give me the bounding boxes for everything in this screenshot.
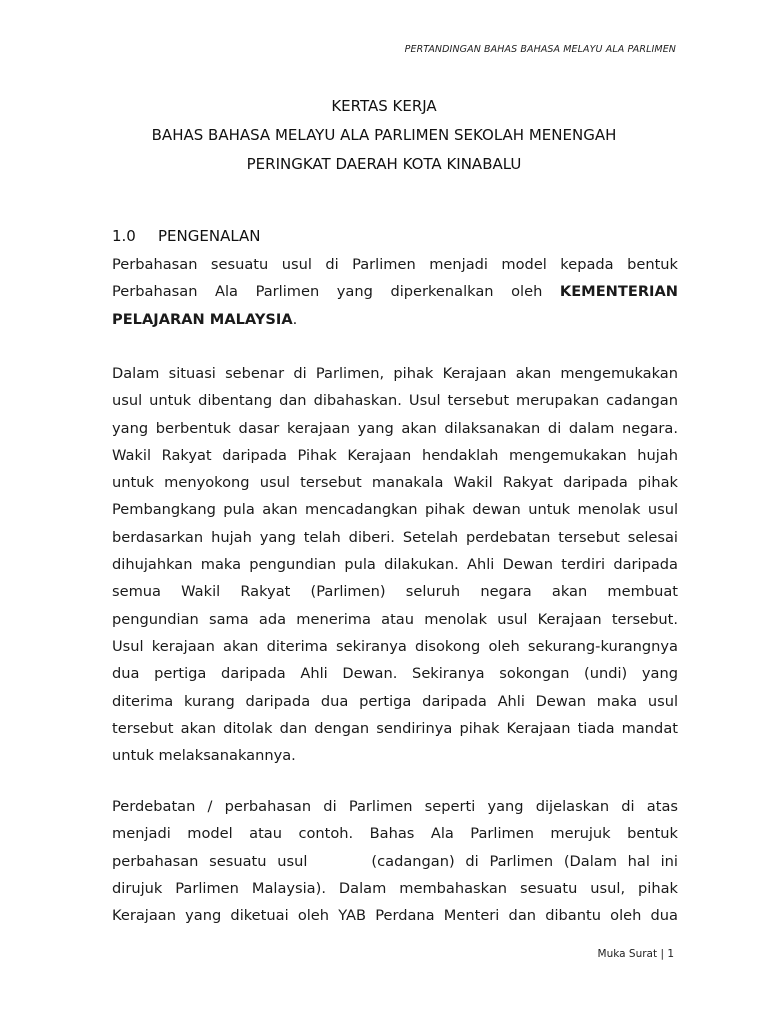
- paragraph-line: dua pertiga daripada Ahli Dewan. Sekiranya sokongan (undi) yang: [112, 665, 678, 683]
- document-title: [0, 92, 768, 179]
- text-run: Perbahasan Ala Parlimen yang diperkenalkan oleh: [112, 283, 560, 301]
- paragraph-line: [112, 278, 678, 305]
- paragraph-line: [112, 848, 678, 875]
- paragraph-line: berdasarkan hujah yang telah diberi. Setelah perdebatan tersebut selesai: [112, 528, 678, 546]
- running-header: PERTANDINGAN BAHAS BAHASA MELAYU ALA PARLIMEN: [404, 44, 676, 55]
- paragraph-line: dihujahkan maka pengundian pula dilakukan. Ahli Dewan terdiri daripada: [112, 556, 678, 574]
- paragraph-line: Pembangkang pula akan mencadangkan pihak dewan untuk menolak usul: [112, 501, 678, 519]
- paragraph-line: untuk menyokong usul tersebut manakala Wakil Rakyat daripada pihak: [112, 474, 678, 492]
- paragraph-line: diterima kurang daripada dua pertiga daripada Ahli Dewan maka usul: [112, 692, 678, 710]
- paragraph-line: menjadi model atau contoh. Bahas Ala Parlimen merujuk bentuk: [112, 825, 678, 843]
- section-number: 1.0: [112, 227, 136, 245]
- bold-text: PELAJARAN MALAYSIA: [112, 310, 293, 328]
- paragraph-line: yang berbentuk dasar kerajaan yang akan dilaksanakan di dalam negara.: [112, 419, 678, 437]
- page-number: Muka Surat | 1: [597, 948, 674, 960]
- paragraph-line: Wakil Rakyat daripada Pihak Kerajaan hendaklah mengemukakan hujah: [112, 446, 678, 464]
- paragraph-line: [112, 306, 678, 333]
- title-line-1: KERTAS KERJA: [331, 97, 437, 115]
- paragraph-2: [112, 360, 678, 769]
- paragraph-line: semua Wakil Rakyat (Parlimen) seluruh negara akan membuat: [112, 583, 678, 601]
- text-run: (cadangan) di Parlimen (Dalam hal ini: [371, 852, 678, 870]
- section-heading: [112, 227, 261, 245]
- paragraph-line: Perdebatan / perbahasan di Parlimen seperti yang dijelaskan di atas: [112, 798, 678, 815]
- text-run: .: [292, 310, 298, 328]
- title-line-3: PERINGKAT DAERAH KOTA KINABALU: [246, 155, 522, 173]
- paragraph-line: Dalam situasi sebenar di Parlimen, pihak Kerajaan akan mengemukakan: [112, 365, 678, 382]
- paragraph-line: Usul kerajaan akan diterima sekiranya disokong oleh sekurang-kurangnya: [112, 637, 678, 655]
- section-title: PENGENALAN: [158, 227, 261, 245]
- text-run: perbahasan sesuatu usul: [112, 852, 308, 870]
- paragraph-line: untuk melaksanakannya.: [112, 747, 296, 765]
- title-line-2: BAHAS BAHASA MELAYU ALA PARLIMEN SEKOLAH MENENGAH: [151, 126, 617, 144]
- paragraph-line: Perbahasan sesuatu usul di Parlimen menjadi model kepada bentuk: [112, 256, 678, 273]
- bold-text: KEMENTERIAN: [559, 283, 678, 301]
- paragraph-1: [112, 251, 678, 333]
- paragraph-line: pengundian sama ada menerima atau menolak usul Kerajaan tersebut.: [112, 610, 678, 628]
- paragraph-line: dirujuk Parlimen Malaysia). Dalam membahaskan sesuatu usul, pihak: [112, 879, 678, 897]
- paragraph-line: usul untuk dibentang dan dibahaskan. Usul tersebut merupakan cadangan: [112, 392, 678, 410]
- paragraph-3: [112, 793, 678, 929]
- paragraph-line: Kerajaan yang diketuai oleh YAB Perdana Menteri dan dibantu oleh dua: [112, 907, 678, 925]
- paragraph-line: tersebut akan ditolak dan dengan sendirinya pihak Kerajaan tiada mandat: [112, 719, 678, 737]
